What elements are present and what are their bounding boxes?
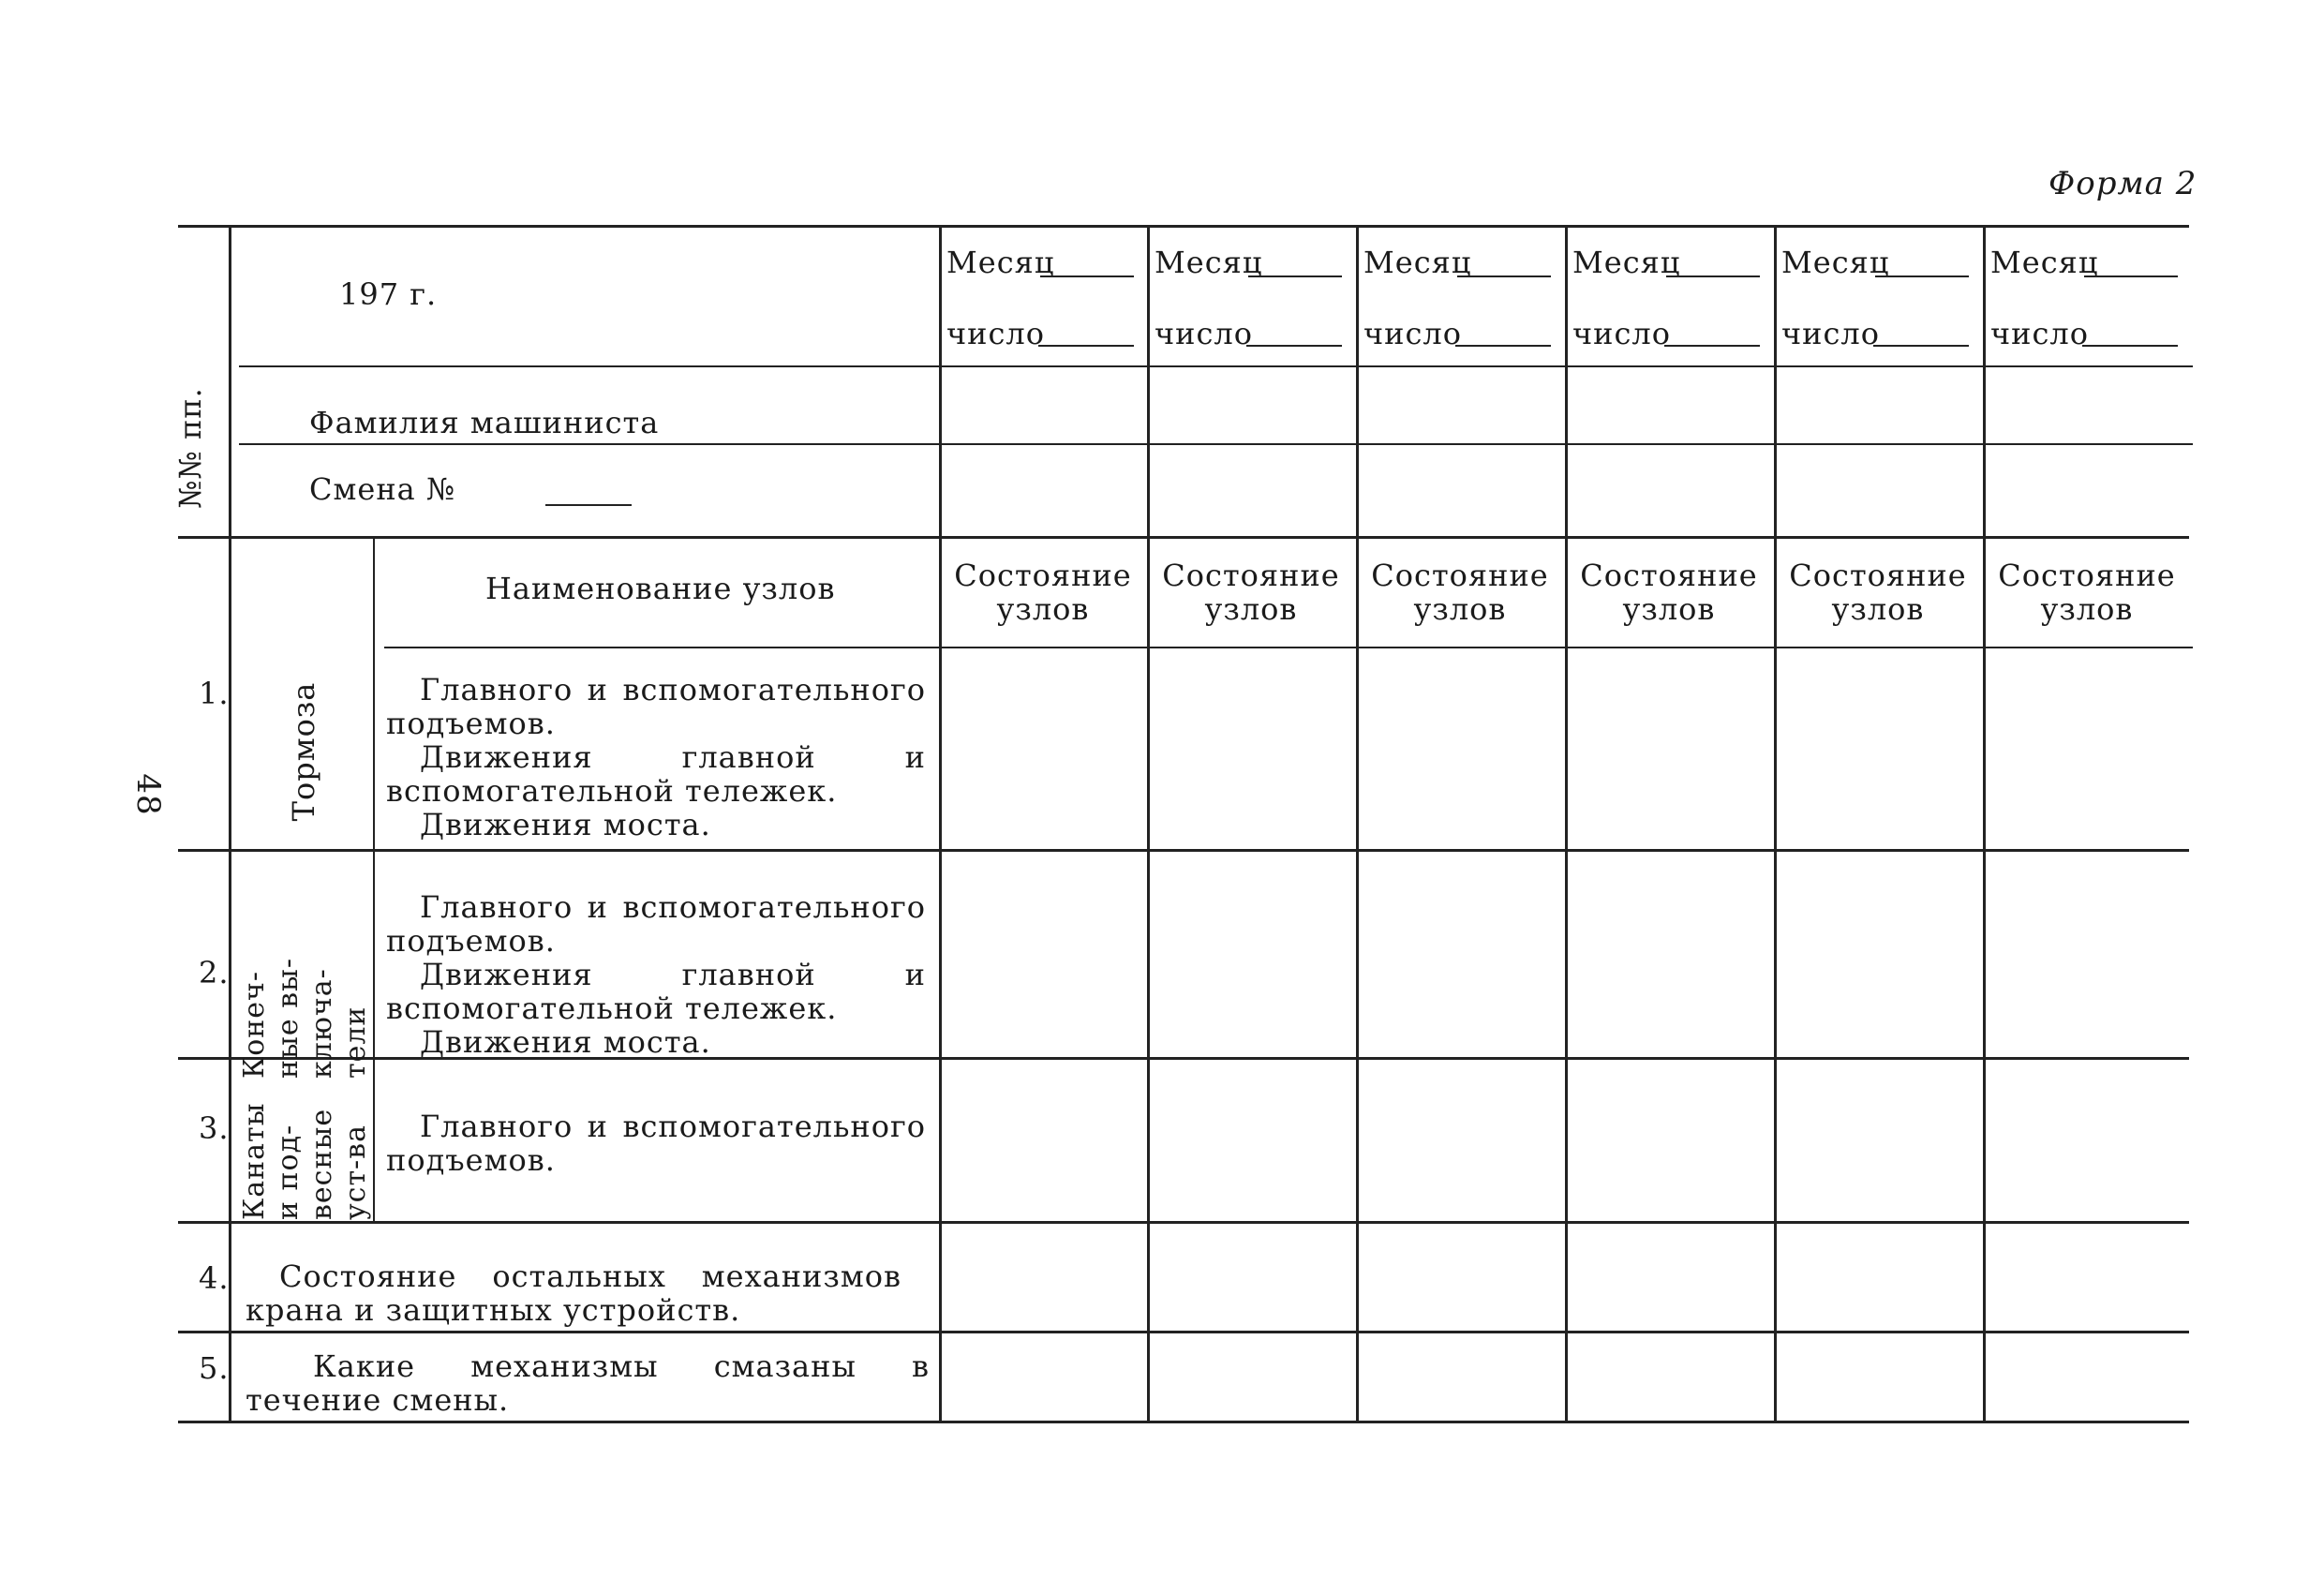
row-number: 1. xyxy=(199,676,230,711)
month-label: Месяц xyxy=(1781,245,1890,280)
description-line: Главного и вспомогательного подъемов. xyxy=(386,889,926,959)
day-label: число xyxy=(1155,316,1253,351)
row-description: Состояние остальных механизмов крана и защитных устройств. xyxy=(246,1258,901,1328)
blank-line xyxy=(1664,345,1760,347)
blank-line xyxy=(1040,275,1134,277)
num-col-label: №№ пп. xyxy=(172,387,208,509)
rule-header-bottom xyxy=(178,536,2189,539)
description-line: Движения главной и вспомогательной тележек. xyxy=(386,957,926,1026)
group-line: весные xyxy=(305,1108,338,1220)
description-line: Движения моста. xyxy=(420,807,711,842)
rule-header-mid1 xyxy=(239,365,2193,367)
rule-num-col xyxy=(229,225,231,1421)
rule-header-mid2 xyxy=(239,443,2193,445)
row-number: 5. xyxy=(199,1350,230,1386)
month-label: Месяц xyxy=(946,245,1055,280)
state-header: Состояние узлов xyxy=(1162,558,1340,627)
row-number: 3. xyxy=(199,1110,230,1146)
description-line: Движения моста. xyxy=(420,1024,711,1060)
month-label: Месяц xyxy=(1155,245,1263,280)
state-header: Состояние узлов xyxy=(1371,558,1549,627)
shift-label: Смена № xyxy=(309,471,456,507)
state-header: Состояние узлов xyxy=(1998,558,2176,627)
row-number: 2. xyxy=(199,955,230,990)
year-label: 197 г. xyxy=(339,276,438,312)
rule-col-2 xyxy=(1147,225,1150,1421)
description-line: Движения главной и вспомогательной тележек. xyxy=(386,739,926,809)
blank-line xyxy=(1248,275,1342,277)
blank-line xyxy=(1455,345,1551,347)
month-label: Месяц xyxy=(1363,245,1472,280)
rule-table-bottom xyxy=(178,1421,2189,1423)
day-label: число xyxy=(1572,316,1671,351)
day-label: число xyxy=(946,316,1045,351)
rule-name-under xyxy=(384,647,2193,648)
group-line: Конеч- xyxy=(238,971,271,1079)
row-description: Какие механизмы смазаны в течение смены. xyxy=(246,1348,930,1418)
description-line: Главного и вспомогательного подъемов. xyxy=(386,672,926,741)
shift-number-line xyxy=(545,504,632,506)
rule-col-6 xyxy=(1983,225,1986,1421)
rule-col-5 xyxy=(1774,225,1777,1421)
group-line: Канаты xyxy=(238,1102,271,1220)
row-description xyxy=(386,890,926,1059)
day-label: число xyxy=(1781,316,1880,351)
blank-line xyxy=(1666,275,1760,277)
state-header: Состояние узлов xyxy=(1789,558,1967,627)
rule-row3-bottom xyxy=(178,1221,2189,1224)
blank-line xyxy=(1246,345,1342,347)
row-description xyxy=(386,1109,926,1177)
group-line: ные вы- xyxy=(272,957,305,1079)
name-column-header: Наименование узлов xyxy=(485,571,836,606)
page-number: 48 xyxy=(129,773,167,816)
group-line: тели xyxy=(339,1005,372,1079)
blank-line xyxy=(2084,275,2178,277)
blank-line xyxy=(1873,345,1969,347)
rule-row1-bottom xyxy=(178,849,2189,852)
state-header: Состояние узлов xyxy=(1580,558,1758,627)
row-description xyxy=(386,673,926,841)
group-line: уст-ва xyxy=(339,1124,372,1220)
rule-col-3 xyxy=(1356,225,1359,1421)
month-label: Месяц xyxy=(1572,245,1681,280)
state-header: Состояние узлов xyxy=(954,558,1132,627)
rule-row4-bottom xyxy=(178,1331,2189,1333)
month-label: Месяц xyxy=(1990,245,2099,280)
blank-line xyxy=(1875,275,1969,277)
day-label: число xyxy=(1363,316,1462,351)
row-number: 4. xyxy=(199,1260,230,1296)
form-label: Форма 2 xyxy=(2048,165,2197,202)
day-label: число xyxy=(1990,316,2089,351)
group-line: ключа- xyxy=(305,968,338,1079)
row-group-label xyxy=(238,1059,373,1220)
rule-top xyxy=(178,225,2189,228)
description-line: Главного и вспомогательного подъемов. xyxy=(386,1109,926,1178)
rule-col-4 xyxy=(1565,225,1568,1421)
rule-name-col xyxy=(939,225,942,1421)
row-group-label xyxy=(238,882,373,1079)
blank-line xyxy=(1457,275,1551,277)
group-line: и под- xyxy=(272,1124,305,1220)
blank-line xyxy=(1038,345,1134,347)
rule-group-col xyxy=(373,536,375,1221)
machinist-label: Фамилия машиниста xyxy=(309,405,660,440)
row-group-label: Тормоза xyxy=(286,681,321,822)
blank-line xyxy=(2082,345,2178,347)
